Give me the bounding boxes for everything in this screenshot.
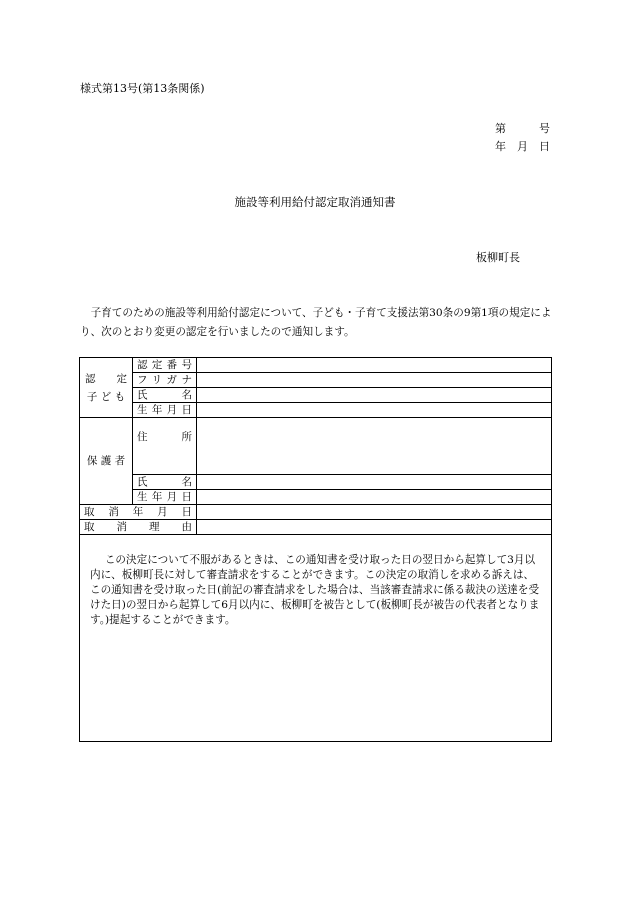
cancel-reason-label: 取 消 理 由 (80, 520, 197, 535)
child-furigana-field[interactable] (197, 373, 552, 388)
guardian-address-label: 住 所 (133, 418, 197, 475)
guardian-birthdate-field[interactable] (197, 490, 552, 505)
table-row (80, 358, 552, 373)
table-row (80, 388, 552, 403)
certification-table (79, 357, 552, 742)
table-row (80, 373, 552, 388)
table-row (80, 490, 552, 505)
form-number: 様式第13号(第13条関係) (80, 82, 205, 95)
guardian-name-field[interactable] (197, 475, 552, 490)
child-birthdate-field[interactable] (197, 403, 552, 418)
cancel-date-label: 取 消 年 月 日 (80, 505, 197, 520)
document-number-label: 第 号 (495, 122, 550, 135)
table-row (80, 505, 552, 520)
guardian-address-field[interactable] (197, 418, 552, 475)
cancel-date-field[interactable] (197, 505, 552, 520)
table-row (80, 520, 552, 535)
table-row (80, 535, 552, 742)
issuer-name: 板柳町長 (476, 251, 520, 264)
child-birthdate-label: 生年月日 (133, 403, 197, 418)
table-row (80, 418, 552, 475)
guardian-name-label: 氏 名 (133, 475, 197, 490)
child-name-label: 氏 名 (133, 388, 197, 403)
child-name-field[interactable] (197, 388, 552, 403)
body-text: 子育てのための施設等利用給付認定について、子ども・子育て支援法第30条の9第1項の規定により、次のとおり変更の認定を行いましたので通知します。 (80, 307, 552, 338)
cancel-reason-field[interactable] (197, 520, 552, 535)
table-row (80, 403, 552, 418)
appeal-notice: この決定について不服があるときは、この通知書を受け取った日の翌日から起算して3月以内に、板柳町長に対して審査請求をすることができます。この決定の取消しを求める訴えは、この通知書を受け取った日(前記の審査請求をした場合は、当該審査請求に係る裁決の送達を受けた日)の翌日から起算して6月以内に、板柳町を被告として(板柳町長が被告の代表者となります。)提起することができます。 (80, 535, 552, 742)
child-furigana-label: フリガナ (133, 373, 197, 388)
guardian-birthdate-label: 生年月日 (133, 490, 197, 505)
guardian-group-label: 保 護 者 (80, 418, 133, 505)
child-group-label-line2: 子 ど も (86, 390, 126, 403)
child-cert-number-label: 認定番号 (133, 358, 197, 373)
table-row (80, 475, 552, 490)
document-title: 施設等利用給付認定取消通知書 (234, 195, 396, 209)
child-group-label-line1: 認 定 (85, 372, 127, 385)
document-date-label: 年 月 日 (495, 140, 550, 153)
child-cert-number-field[interactable] (197, 358, 552, 373)
child-group-label (80, 358, 133, 418)
